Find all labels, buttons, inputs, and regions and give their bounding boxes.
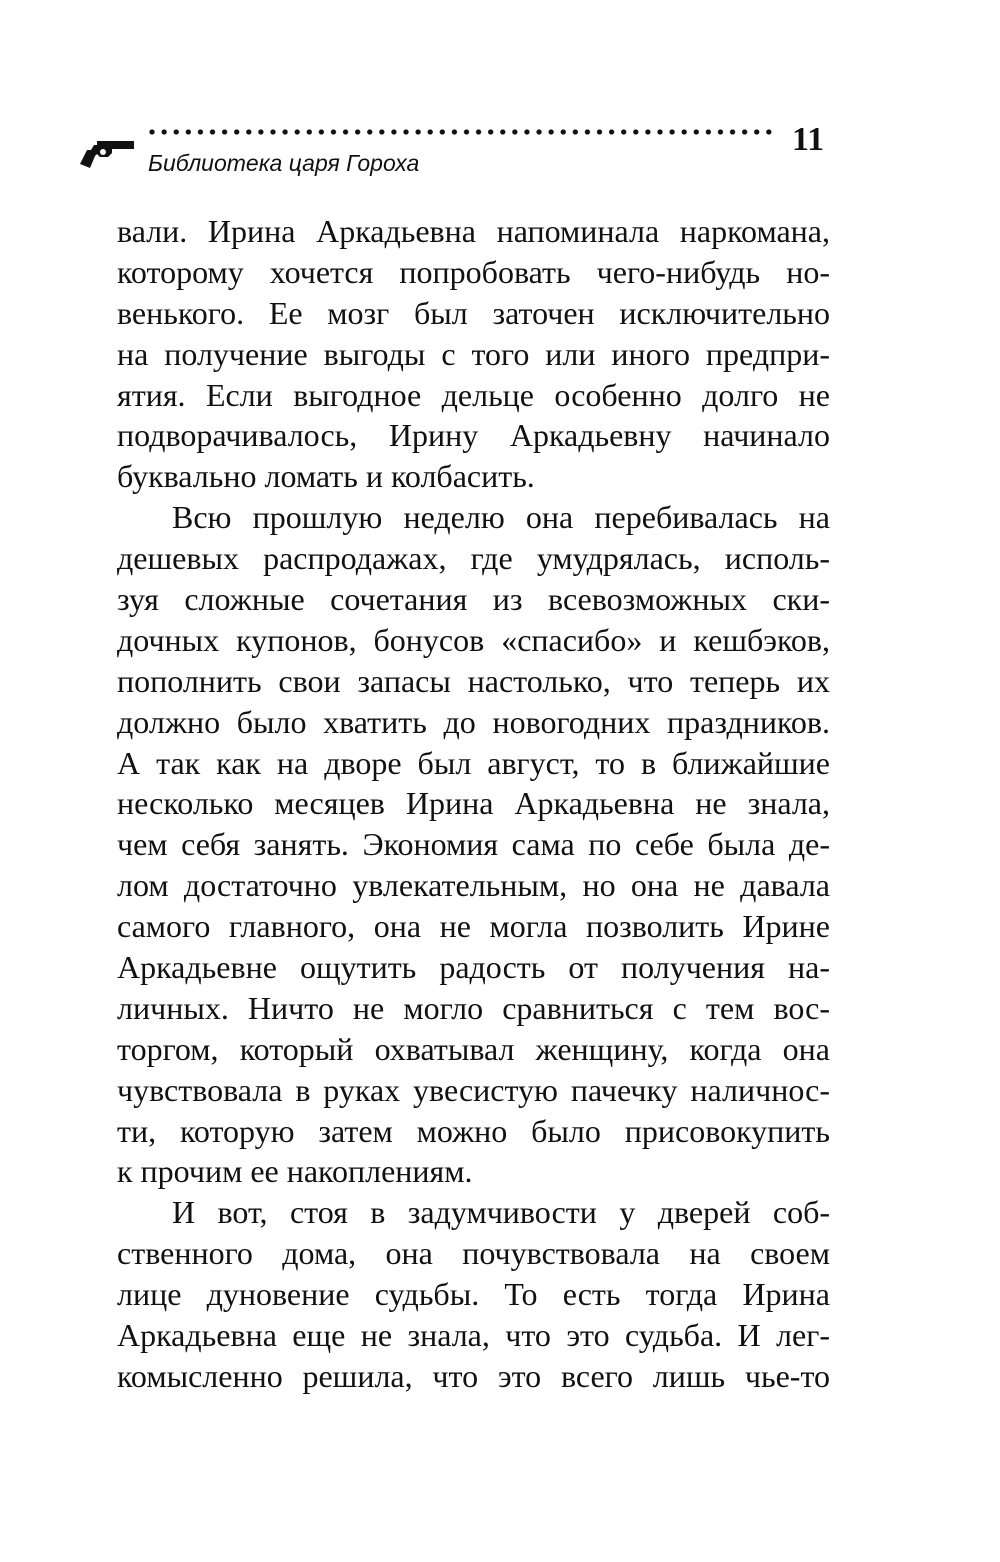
page-header (78, 118, 838, 198)
text-line: буквально ломать и колбасить. (117, 458, 535, 495)
text-line: на получение выгоды с того или иного предпри- (117, 335, 830, 372)
text-line: ственного дома, она почувствовала на своем (117, 1235, 830, 1272)
text-line: личных. Ничто не могло сравниться с тем вос- (117, 989, 830, 1026)
text-line: торгом, который охватывал женщину, когда она (117, 1030, 830, 1067)
text-line: самого главного, она не могла позволить Ирине (117, 908, 830, 945)
header-dotted-rule (146, 128, 778, 136)
text-line: дешевых распродажах, где умудрялась, исполь- (117, 540, 830, 577)
text-line: к прочим ее накоплениям. (117, 1153, 473, 1190)
text-line: чувствовала в руках увесистую пачечку наличнос- (117, 1071, 830, 1108)
text-line: которому хочется попробовать чего-нибудь но- (117, 253, 830, 290)
text-line: Аркадьевне ощутить радость от получения на- (117, 949, 830, 986)
text-line: Аркадьевна еще не знала, что это судьба. И лег- (117, 1317, 830, 1354)
text-line: И вот, стоя в задумчивости у дверей соб- (172, 1194, 830, 1231)
text-line: ятия. Если выгодное дельце особенно долго не (117, 376, 830, 413)
body-text (117, 211, 830, 1397)
running-title: Библиотека царя Гороха (148, 150, 420, 176)
text-line: Всю прошлую неделю она перебивалась на (172, 499, 830, 536)
revolver-icon (78, 134, 136, 174)
text-line: несколько месяцев Ирина Аркадьевна не знала, (117, 785, 830, 822)
text-line: дочных купонов, бонусов «спасибо» и кешбэков, (117, 621, 830, 658)
text-line: подворачивалось, Ирину Аркадьевну начинало (117, 417, 830, 454)
text-line: вали. Ирина Аркадьевна напоминала наркомана, (117, 213, 830, 249)
text-line: лице дуновение судьбы. То есть тогда Ирина (117, 1276, 830, 1313)
text-line: комысленно решила, что это всего лишь чье-то (117, 1357, 830, 1394)
text-line: чем себя занять. Экономия сама по себе была де- (117, 826, 830, 863)
text-line: пополнить свои запасы настолько, что теперь их (117, 662, 830, 699)
text-line: должно было хватить до новогодних праздников. (117, 703, 830, 740)
text-line: зуя сложные сочетания из всевозможных ски- (117, 581, 830, 618)
text-line: лом достаточно увлекательным, но она не давала (117, 867, 830, 904)
text-line: А так как на дворе был август, то в ближайшие (117, 744, 830, 781)
page-number: 11 (792, 121, 825, 158)
text-line: венького. Ее мозг был заточен исключительно (117, 294, 830, 331)
text-line: ти, которую затем можно было присовокупить (117, 1112, 830, 1149)
